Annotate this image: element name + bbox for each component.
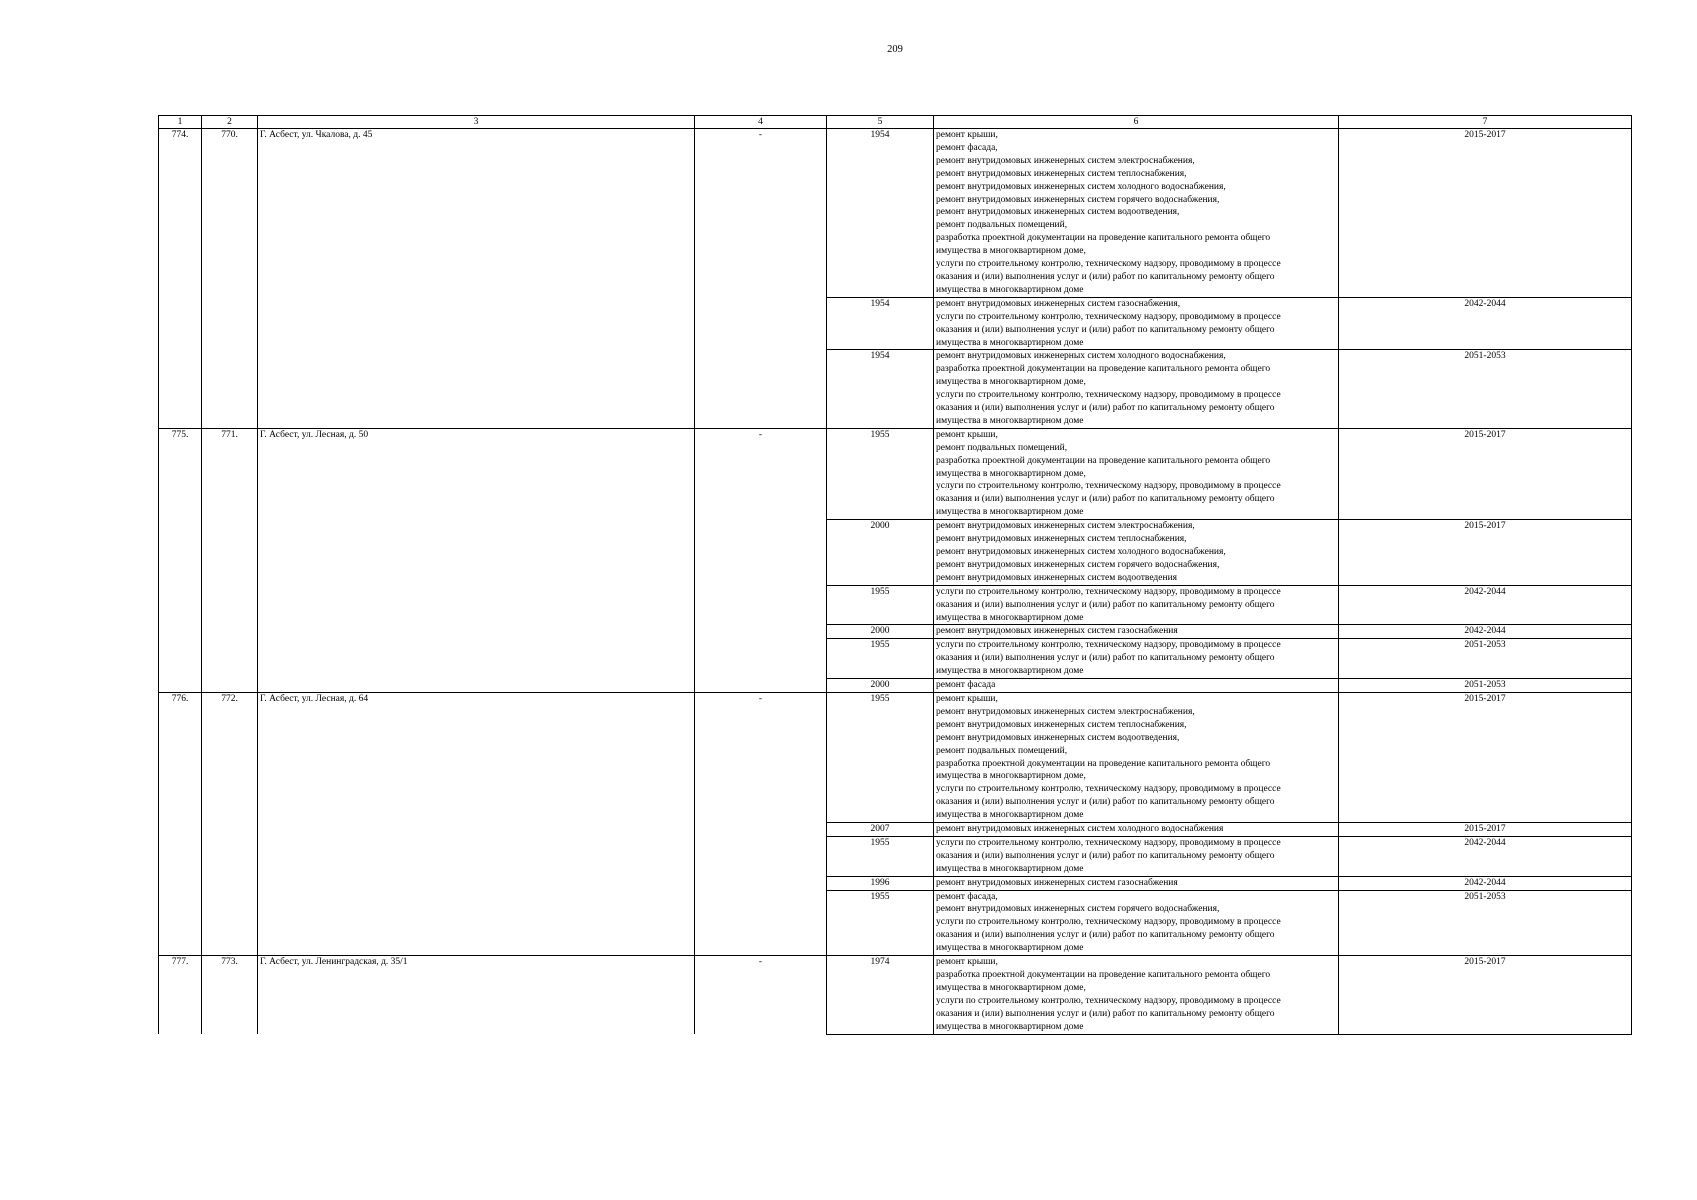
house-number-cell: 771. — [202, 428, 258, 692]
column-header: 7 — [1339, 116, 1632, 129]
year-cell: 1954 — [827, 129, 934, 298]
period-cell: 2042-2044 — [1339, 585, 1632, 625]
table-row — [159, 956, 1632, 1034]
period-cell: 2042-2044 — [1339, 625, 1632, 639]
year-cell: 2007 — [827, 823, 934, 837]
works-cell: ремонт внутридомовых инженерных систем электроснабжения, ремонт внутридомовых инженерных систем теплоснабжения, ремонт внутридомовых инженерных систем холодного водоснабжения, ремонт внутридомовых инженерных систем горячего водоснабжения, ремонт внутридомовых инженерных систем водоотведения — [934, 520, 1339, 586]
works-cell: ремонт крыши, ремонт подвальных помещений, разработка проектной документации на проведение капитального ремонта общего имущества в многоквартирном доме, услуги по строительному контролю, техническому надзору, проводимому в процессе оказания и (или) выполнения услуг и (или) работ по капитальному ремонту общего имущества в многоквартирном доме — [934, 428, 1339, 519]
year-cell: 1955 — [827, 836, 934, 876]
period-cell: 2042-2044 — [1339, 836, 1632, 876]
year-cell: 1955 — [827, 585, 934, 625]
year-cell: 1955 — [827, 639, 934, 679]
works-cell: ремонт фасада — [934, 679, 1339, 693]
works-cell: ремонт крыши, разработка проектной документации на проведение капитального ремонта общего имущества в многоквартирном доме, услуги по строительному контролю, техническому надзору, проводимому в процессе оказания и (или) выполнения услуг и (или) работ по капитальному ремонту общего имущества в многоквартирном доме — [934, 956, 1339, 1034]
year-cell: 2000 — [827, 679, 934, 693]
year-cell: 1954 — [827, 350, 934, 428]
works-cell: услуги по строительному контролю, техническому надзору, проводимому в процессе оказания и (или) выполнения услуг и (или) работ по капитальному ремонту общего имущества в многоквартирном доме — [934, 836, 1339, 876]
period-cell: 2015-2017 — [1339, 692, 1632, 822]
row-number-cell: 774. — [159, 129, 202, 429]
row-number-cell: 775. — [159, 428, 202, 692]
period-cell: 2015-2017 — [1339, 129, 1632, 298]
table-row — [159, 692, 1632, 822]
works-cell: ремонт внутридомовых инженерных систем холодного водоснабжения, разработка проектной документации на проведение капитального ремонта общего имущества в многоквартирном доме, услуги по строительному контролю, техническому надзору, проводимому в процессе оказания и (или) выполнения услуг и (или) работ по капитальному ремонту общего имущества в многоквартирном доме — [934, 350, 1339, 428]
year-cell: 1996 — [827, 876, 934, 890]
year-cell: 1954 — [827, 297, 934, 350]
works-cell: ремонт внутридомовых инженерных систем газоснабжения, услуги по строительному контролю, техническому надзору, проводимому в процессе оказания и (или) выполнения услуг и (или) работ по капитальному ремонту общего имущества в многоквартирном доме — [934, 297, 1339, 350]
year-cell: 1955 — [827, 692, 934, 822]
row-number-cell: 776. — [159, 692, 202, 955]
year-cell: 2000 — [827, 625, 934, 639]
column-header: 1 — [159, 116, 202, 129]
period-cell: 2051-2053 — [1339, 639, 1632, 679]
period-cell: 2042-2044 — [1339, 876, 1632, 890]
works-cell: услуги по строительному контролю, техническому надзору, проводимому в процессе оказания и (или) выполнения услуг и (или) работ по капитальному ремонту общего имущества в многоквартирном доме — [934, 585, 1339, 625]
header-row — [159, 116, 1632, 129]
period-cell: 2042-2044 — [1339, 297, 1632, 350]
column-header: 6 — [934, 116, 1339, 129]
column-4-cell: - — [695, 692, 827, 955]
row-number-cell: 777. — [159, 956, 202, 1034]
house-number-cell: 770. — [202, 129, 258, 429]
works-cell: ремонт крыши, ремонт внутридомовых инженерных систем электроснабжения, ремонт внутридомовых инженерных систем теплоснабжения, ремонт внутридомовых инженерных систем водоотведения, ремонт подвальных помещений, разработка проектной документации на проведение капитального ремонта общего имущества в многоквартирном доме, услуги по строительному контролю, техническому надзору, проводимому в процессе оказания и (или) выполнения услуг и (или) работ по капитальному ремонту общего имущества в многоквартирном доме — [934, 692, 1339, 822]
house-number-cell: 772. — [202, 692, 258, 955]
period-cell: 2051-2053 — [1339, 350, 1632, 428]
address-cell: Г. Асбест, ул. Чкалова, д. 45 — [258, 129, 695, 429]
period-cell: 2051-2053 — [1339, 679, 1632, 693]
column-header: 5 — [827, 116, 934, 129]
table-row — [159, 428, 1632, 519]
works-cell: услуги по строительному контролю, техническому надзору, проводимому в процессе оказания и (или) выполнения услуг и (или) работ по капитальному ремонту общего имущества в многоквартирном доме — [934, 639, 1339, 679]
column-4-cell: - — [695, 129, 827, 429]
period-cell: 2015-2017 — [1339, 956, 1632, 1034]
works-cell: ремонт внутридомовых инженерных систем холодного водоснабжения — [934, 823, 1339, 837]
address-cell: Г. Асбест, ул. Лесная, д. 64 — [258, 692, 695, 955]
period-cell: 2015-2017 — [1339, 823, 1632, 837]
works-cell: ремонт внутридомовых инженерных систем газоснабжения — [934, 625, 1339, 639]
column-4-cell: - — [695, 956, 827, 1034]
year-cell: 1974 — [827, 956, 934, 1034]
table-row — [159, 129, 1632, 298]
house-number-cell: 773. — [202, 956, 258, 1034]
address-cell: Г. Асбест, ул. Лесная, д. 50 — [258, 428, 695, 692]
capital-repair-table — [158, 115, 1632, 1035]
period-cell: 2015-2017 — [1339, 520, 1632, 586]
column-header: 2 — [202, 116, 258, 129]
year-cell: 1955 — [827, 428, 934, 519]
year-cell: 1955 — [827, 890, 934, 956]
column-header: 3 — [258, 116, 695, 129]
period-cell: 2015-2017 — [1339, 428, 1632, 519]
works-cell: ремонт фасада, ремонт внутридомовых инженерных систем горячего водоснабжения, услуги по строительному контролю, техническому надзору, проводимому в процессе оказания и (или) выполнения услуг и (или) работ по капитальному ремонту общего имущества в многоквартирном доме — [934, 890, 1339, 956]
page-number: 209 — [887, 44, 903, 55]
year-cell: 2000 — [827, 520, 934, 586]
works-cell: ремонт крыши, ремонт фасада, ремонт внутридомовых инженерных систем электроснабжения, ремонт внутридомовых инженерных систем теплоснабжения, ремонт внутридомовых инженерных систем холодного водоснабжения, ремонт внутридомовых инженерных систем горячего водоснабжения, ремонт внутридомовых инженерных систем водоотведения, ремонт подвальных помещений, разработка проектной документации на проведение капитального ремонта общего имущества в многоквартирном доме, услуги по строительному контролю, техническому надзору, проводимому в процессе оказания и (или) выполнения услуг и (или) работ по капитальному ремонту общего имущества в многоквартирном доме — [934, 129, 1339, 298]
address-cell: Г. Асбест, ул. Ленинградская, д. 35/1 — [258, 956, 695, 1034]
column-header: 4 — [695, 116, 827, 129]
works-cell: ремонт внутридомовых инженерных систем газоснабжения — [934, 876, 1339, 890]
period-cell: 2051-2053 — [1339, 890, 1632, 956]
column-4-cell: - — [695, 428, 827, 692]
